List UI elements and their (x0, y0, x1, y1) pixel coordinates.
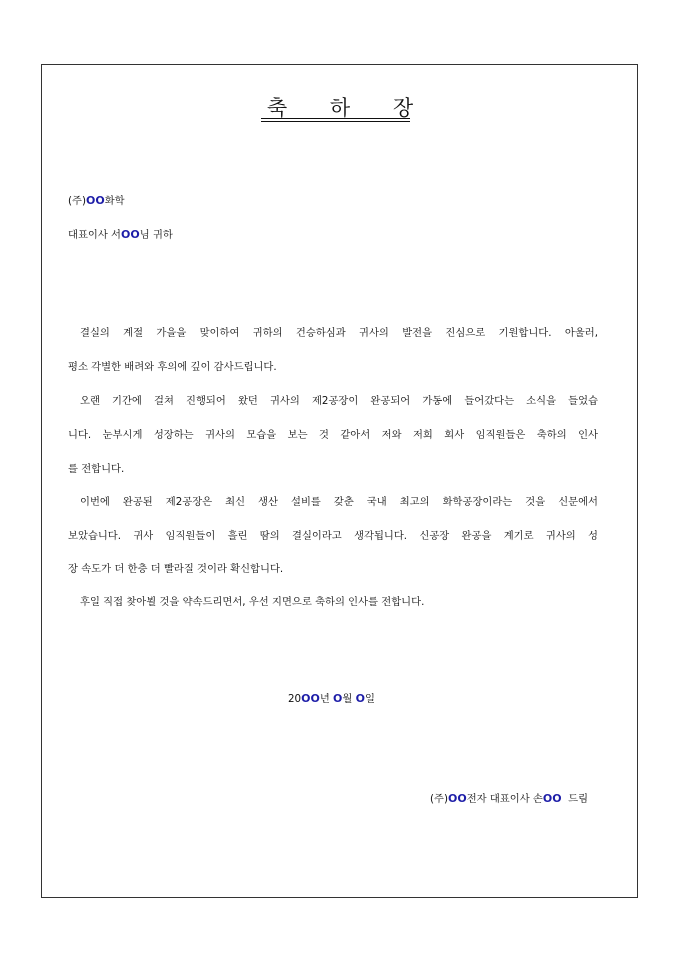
body-line-5: 를 전합니다. (68, 463, 125, 475)
date-year-suffix: 년 (319, 693, 334, 705)
date-day-placeholder: O (355, 692, 365, 705)
body-line-1: 결실의 계절 가을을 맞이하여 귀하의 건승하심과 귀사의 발전을 진심으로 기원합니다. 아울러, (80, 327, 598, 339)
recipient-person (68, 226, 173, 241)
body-line-4: 니다. 눈부시게 성장하는 귀사의 모습을 보는 것 같아서 저와 저희 회사 임직원들은 축하의 인사 (68, 429, 598, 441)
date-month-suffix: 월 (342, 693, 356, 705)
body-line-3: 오랜 기간에 걸쳐 진행되어 왔던 귀사의 제2공장이 완공되어 가동에 들어갔다는 소식을 들었습 (80, 395, 598, 407)
sender-company-placeholder: OO (447, 792, 467, 805)
sender-prefix: (주) (430, 793, 448, 805)
body-line-7: 보았습니다. 귀사 임직원들이 흘린 땀의 결실이라고 생각됩니다. 신공장 완공을 계기로 귀사의 성 (68, 530, 598, 542)
sender-name-placeholder: OO (542, 792, 562, 805)
document-border (41, 64, 638, 898)
recipient-company-prefix: (주) (68, 195, 86, 207)
sender-suffix: 드림 (561, 793, 589, 805)
date-year-prefix: 20 (288, 693, 302, 705)
title-underline-top (261, 118, 410, 119)
recipient-company-placeholder: OO (85, 194, 105, 207)
sender-middle: 전자 대표이사 손 (466, 793, 543, 805)
document-title: 축 하 장 (266, 96, 432, 120)
title-underline-bottom (261, 121, 410, 122)
recipient-person-prefix: 대표이사 서 (68, 229, 122, 241)
recipient-person-placeholder: OO (121, 228, 140, 241)
body-line-2: 평소 각별한 배려와 후의에 깊이 감사드립니다. (68, 361, 277, 373)
sender-signature (430, 790, 588, 805)
recipient-company-suffix: 화학 (104, 195, 125, 207)
recipient-person-suffix: 님 귀하 (139, 229, 173, 241)
date-year-placeholder: OO (301, 692, 320, 705)
date-day-suffix: 일 (365, 693, 375, 705)
date-month-placeholder: O (333, 692, 343, 705)
document-date (288, 690, 375, 705)
recipient-company (68, 192, 125, 207)
body-line-8: 장 속도가 더 한층 더 빨라질 것이라 확신합니다. (68, 563, 284, 575)
body-line-9: 후일 직접 찾아뵐 것을 약속드리면서, 우선 지면으로 축하의 인사를 전합니다. (80, 596, 425, 608)
body-line-6: 이번에 완공된 제2공장은 최신 생산 설비를 갖춘 국내 최고의 화학공장이라는 것을 신문에서 (80, 496, 598, 508)
